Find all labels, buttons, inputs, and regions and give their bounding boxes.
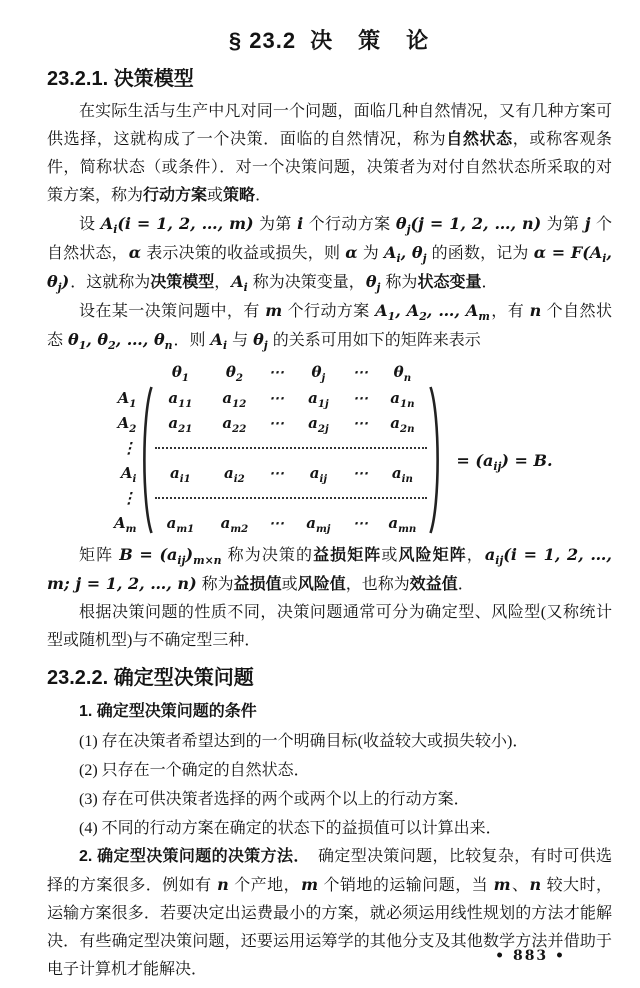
matrix-cell: $a_{12}$ [222,388,247,410]
matrix-row-label: ⋮ [121,438,137,457]
math-expression: $\theta_1$, $\theta_2$, …, $\theta_n$ [68,330,173,353]
text-run: 称为决策变量， [248,274,365,291]
text-run: ． [481,274,498,291]
right-paren-glyph [429,385,443,535]
matrix-col-header: ⋯ [352,363,368,381]
matrix-row-label: $A_m$ [113,513,137,535]
paragraph-classification [47,599,612,655]
matrix-cell: $a_{mj}$ [306,513,331,535]
text-run: 或 [281,576,298,593]
text-run: 个行动方案 [304,216,395,233]
text-run: 个自然状态， [47,216,612,262]
bold-term: 决策模型 [150,274,215,291]
math-expression: $\theta_j$ [253,330,268,353]
matrix-cell: $a_{i2}$ [224,463,245,485]
math-expression: $A_i$ [231,272,248,295]
paragraph-decision-intro [47,98,612,210]
matrix-column-headers [153,359,553,385]
bold-term: 自然状态 [446,131,513,148]
text-run: 个行动方案 [283,303,375,320]
math-expression: i [297,214,304,233]
text-run: ，或称客观条件，简称状态（或条件）．对一个决策问题，决策者为对付自然状态所采取的对策方案，称为 [47,131,612,204]
math-expression: n [217,875,229,894]
subsection-heading-deterministic: 23.2.2. 确定型决策问题 [47,667,254,689]
math-expression: $B = (a_{ij})_{m\times n}$ [119,545,222,568]
matrix-cell: $a_{1n}$ [390,388,415,410]
text-run: 设 [79,216,100,233]
subsection-heading-decision-model: 23.2.1. 决策模型 [47,68,194,90]
math-expression: $A_1$, $A_2$, …, $A_m$ [375,301,490,324]
paragraph-matrix-definition [47,541,612,599]
text-run: 个自然状态 [47,303,612,349]
bold-term: 益损矩阵 [313,547,382,564]
matrix-row-label: $A_i$ [120,463,137,485]
condition-item: (2) 只存在一个确定的自然状态． [79,762,310,779]
text-run: 为第 [254,216,297,233]
text-run: ，也称为 [345,576,410,593]
text-run: ． [457,576,474,593]
matrix-cells [153,385,429,535]
text-run: ， [214,274,231,291]
text-run: 称为 [197,576,234,593]
math-expression: $A_i(i = 1$, 2, …, m) [100,214,254,237]
math-expression: j [584,214,591,233]
text-run: 设在某一决策问题中，有 [79,303,265,320]
bold-term: 状态变量 [417,274,482,291]
matrix-row-labels [105,385,139,535]
text-run: 矩阵 [79,547,119,564]
text-run: 的关系可用如下的矩阵来表示 [268,332,481,349]
matrix-cell: $a_{ij}$ [309,463,328,485]
matrix-row-label: ⋮ [121,488,137,507]
matrix-cell: ⋯ [352,388,368,407]
matrix-cell: $a_{11}$ [168,388,193,410]
text-run: 个销地的运输问题，当 [319,877,493,894]
text-run: 个产地， [229,877,301,894]
text-run: 或 [207,187,224,204]
matrix-cell: ⋯ [352,513,368,532]
matrix-cell: $a_{21}$ [168,413,193,435]
matrix-cell: $a_{m2}$ [220,513,249,535]
condition-item: (3) 存在可供决策者选择的两个或两个以上的行动方案． [79,791,470,808]
condition-item: (4) 不同的行动方案在确定的状态下的益损值可以计算出来． [79,820,502,837]
math-expression: α [345,243,358,262]
matrix-cell: $a_{1j}$ [308,388,329,410]
matrix-cell: ⋯ [352,463,368,482]
matrix-row-label: $A_2$ [117,413,137,435]
matrix-cell: ⋯ [268,513,284,532]
math-expression: m [493,875,511,894]
math-expression: α [128,243,142,262]
bold-term: 策略 [223,187,256,204]
page-number: • 883 • [495,948,566,964]
math-expression: $a_{ij}(i = 1$, 2, …, m; j = 1, 2, …, n) [47,545,612,593]
math-expression: n [529,301,542,320]
left-paren-glyph [139,385,153,535]
matrix-col-header: $\theta_2$ [225,363,243,384]
math-expression: m [301,875,319,894]
text-run: 根据决策问题的性质不同，决策问题通常可分为确定型、风险型(又称统计型或随机型)与不确定型三种． [47,604,612,649]
matrix-body [105,385,553,535]
math-expression: n [529,875,542,894]
matrix-cell: $a_{in}$ [391,463,413,485]
text-run: 称为 [381,274,418,291]
matrix-right-paren [429,385,443,535]
text-run: 与 [228,332,253,349]
paragraph-decision-model [47,210,612,297]
conditions-list [47,727,612,843]
matrix-cell: $a_{m1}$ [166,513,195,535]
matrix-cell: $a_{mn}$ [388,513,417,535]
text-run: 在实际生活与生产中凡对同一个问题，面临几种自然情况，又有几种方案可供选择，这就构成了一个决策．面临的自然情况，称为 [47,103,612,148]
payoff-matrix [47,359,612,535]
matrix-dotted-row [155,447,427,449]
matrix-dotted-row [155,497,427,499]
paragraph-matrix-intro [47,297,612,355]
section-number: § 23.2 [228,28,297,53]
matrix-col-header: $\theta_n$ [393,363,412,384]
text-run: ， [466,547,484,564]
matrix-cell: ⋯ [268,413,284,432]
math-expression: m [265,301,283,320]
text-run: ．则 [173,332,210,349]
text-run: ，有 [490,303,529,320]
section-title: 决 策 论 [310,28,431,53]
bold-term: 益损值 [233,576,282,593]
bold-term: 2. 确定型决策问题的决策方法． [79,848,302,865]
bold-term: 行动方案 [143,187,208,204]
math-expression: $\theta_j(j = 1$, 2, …, n) [395,214,542,237]
payoff-matrix-inner [105,359,553,535]
matrix-cell: ⋯ [268,463,284,482]
matrix-col-header: ⋯ [268,363,284,381]
text-run: 较大时，运输方案很多．若要决定出运费最小的方案，就必须运用线性规划的方法才能解决．有些确定型决策问题，还要运用运筹学的其他分支及其他数学方法并借助于电子计算机才能解决． [47,877,612,978]
bold-term: 风险矩阵 [398,547,467,564]
matrix-cell: $a_{2n}$ [390,413,415,435]
math-expression: $\theta_j$ [365,272,381,295]
text-run: ．这就称为 [70,274,151,291]
text-run: 的函数，记为 [427,245,533,262]
bold-term: 风险值 [297,576,346,593]
math-expression: $A_i$ [210,330,228,353]
text-run: 为第 [542,216,584,233]
text-run: ． [255,187,272,204]
matrix-cell: $a_{22}$ [222,413,247,435]
list-heading-conditions: 1. 确定型决策问题的条件 [79,703,257,720]
matrix-cell: ⋯ [352,413,368,432]
matrix-row-label: $A_1$ [117,388,137,410]
matrix-cell: ⋯ [268,388,284,407]
text-run: 或 [381,547,399,564]
math-expression: $\alpha = F(A_i$, $\theta_j$) [47,243,612,295]
matrix-left-paren [139,385,153,535]
math-expression: $A_i$, $\theta_j$ [384,243,427,266]
text-run: 表示决策的收益或损失，则 [142,245,345,262]
matrix-equation-rhs: = $(a_{ij}) = B$. [456,450,553,473]
matrix-cell: $a_{2j}$ [308,413,329,435]
matrix-col-header: $\theta_1$ [171,363,189,384]
page-title [47,28,612,54]
text-run: 为 [358,245,384,262]
text-run: 确定型决策问题，比较复杂，有时可供选择的方案很多．例如有 [47,848,612,894]
matrix-cell: $a_{i1}$ [170,463,191,485]
text-run: 、 [511,877,529,894]
bold-term: 效益值 [409,576,458,593]
text-run: 称为决策的 [222,547,314,564]
matrix-col-header: $\theta_j$ [311,363,326,384]
condition-item: (1) 存在决策者希望达到的一个明确目标(收益较大或损失较小)． [79,733,529,750]
